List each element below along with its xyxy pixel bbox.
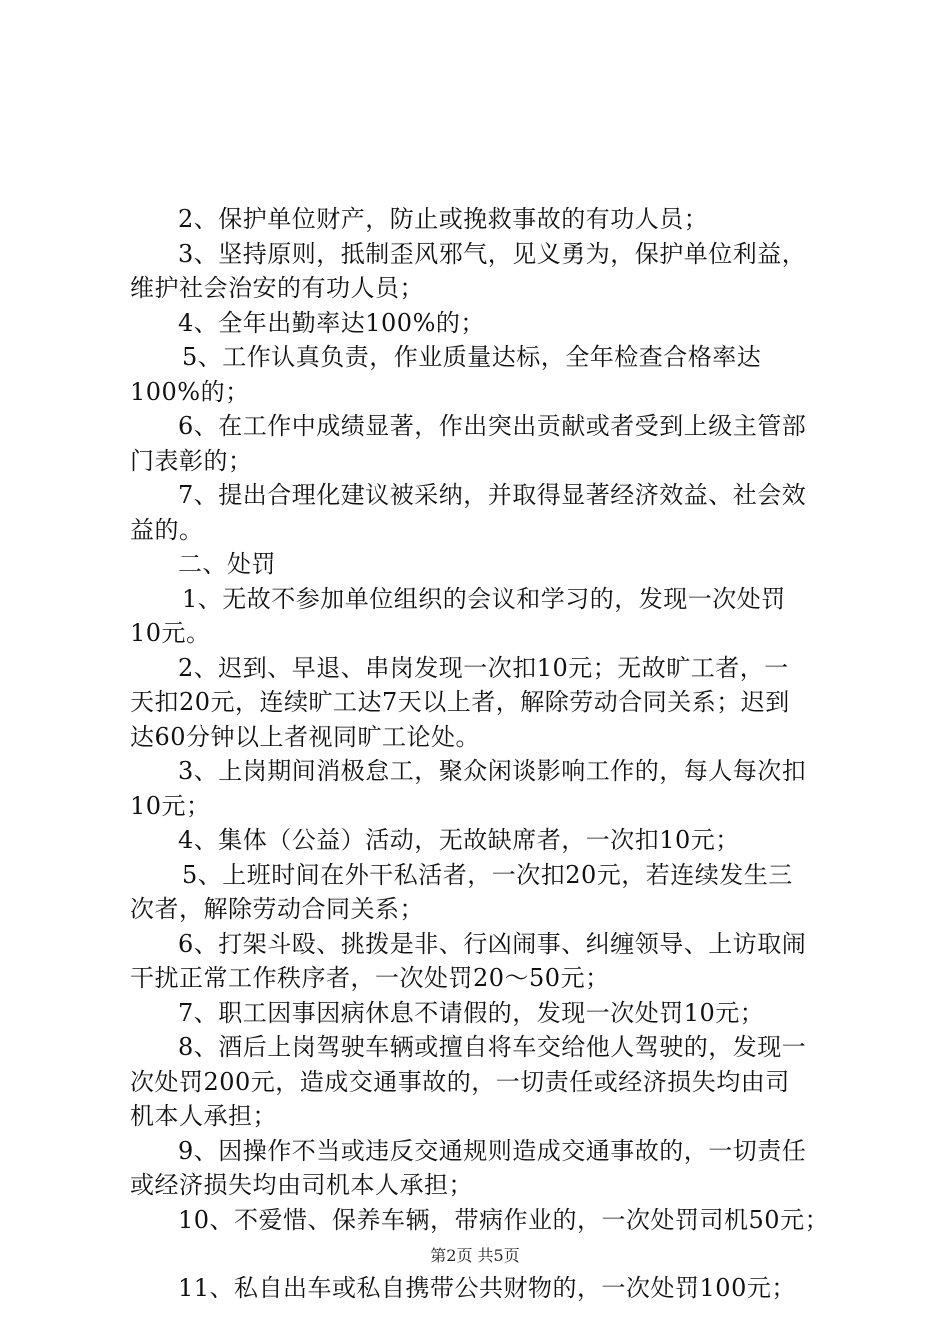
reward-item-5: 5、工作认真负责，作业质量达标，全年检查合格率达 (182, 343, 762, 371)
penalty-item-8-cont: 次处罚200元，造成交通事故的，一切责任或经济损失均由司 (130, 1067, 790, 1096)
penalty-item-5: 5、上班时间在外干私活者，一次扣20元，若连续发生三 (182, 860, 793, 889)
penalty-item-9-cont: 或经济损失均由司机本人承担； (130, 1171, 473, 1199)
document-body (130, 202, 830, 1306)
penalty-item-10: 10、不爱惜、保养车辆，带病作业的，一次处罚司机50元； (178, 1205, 830, 1234)
penalty-item-7: 7、职工因事因病休息不请假的，发现一次处罚10元； (178, 998, 765, 1027)
penalty-item-11: 11、私自出车或私自携带公共财物的，一次处罚100元； (178, 1274, 796, 1302)
reward-item-7: 7、提出合理化建议被采纳，并取得显著经济效益、社会效 (178, 481, 807, 509)
penalty-item-6-cont: 干扰正常工作秩序者，一次处罚20～50元； (130, 964, 610, 992)
reward-item-6: 6、在工作中成绩显著，作出突出贡献或者受到上级主管部 (178, 412, 807, 440)
reward-item-2: 2、保护单位财产，防止或挽救事故的有功人员； (178, 205, 709, 233)
penalty-item-2: 2、迟到、早退、串岗发现一次扣10元；无故旷工者，一 (178, 653, 789, 682)
penalty-item-3: 3、上岗期间消极怠工，聚众闲谈影响工作的，每人每次扣 (178, 757, 807, 785)
penalty-item-2-cont-2: 达60分钟以上者视同旷工论处。 (130, 722, 481, 751)
page-footer: 第2页 共5页 (430, 1246, 520, 1265)
penalty-item-8-cont-2: 机本人承担； (130, 1102, 277, 1130)
reward-item-6-cont: 门表彰的； (130, 446, 253, 475)
penalty-item-2-cont: 天扣20元，连续旷工达7天以上者，解除劳动合同关系；迟到 (130, 688, 790, 716)
penalty-item-3-cont: 10元； (130, 791, 211, 820)
penalty-item-1-cont: 10元。 (130, 619, 211, 647)
reward-item-7-cont: 益的。 (130, 515, 204, 544)
penalty-item-4: 4、集体（公益）活动，无故缺席者，一次扣10元； (178, 826, 740, 854)
penalty-item-6: 6、打架斗殴、挑拨是非、行凶闹事、纠缠领导、上访取闹 (178, 929, 807, 958)
penalty-item-8: 8、酒后上岗驾驶车辆或擅自将车交给他人驾驶的，发现一 (178, 1033, 807, 1061)
reward-item-5-cont: 100%的； (130, 377, 250, 406)
penalty-item-5-cont: 次者，解除劳动合同关系； (130, 895, 424, 923)
reward-item-3: 3、坚持原则，抵制歪风邪气，见义勇为，保护单位利益， (178, 239, 807, 268)
reward-item-4: 4、全年出勤率达100%的； (178, 308, 485, 337)
reward-item-3-cont: 维护社会治安的有功人员； (130, 274, 424, 302)
penalty-item-1: 1、无故不参加单位组织的会议和学习的，发现一次处罚 (182, 584, 786, 613)
section-heading-penalty: 二、处罚 (178, 550, 276, 578)
penalty-item-9: 9、因操作不当或违反交通规则造成交通事故的，一切责任 (178, 1136, 807, 1165)
